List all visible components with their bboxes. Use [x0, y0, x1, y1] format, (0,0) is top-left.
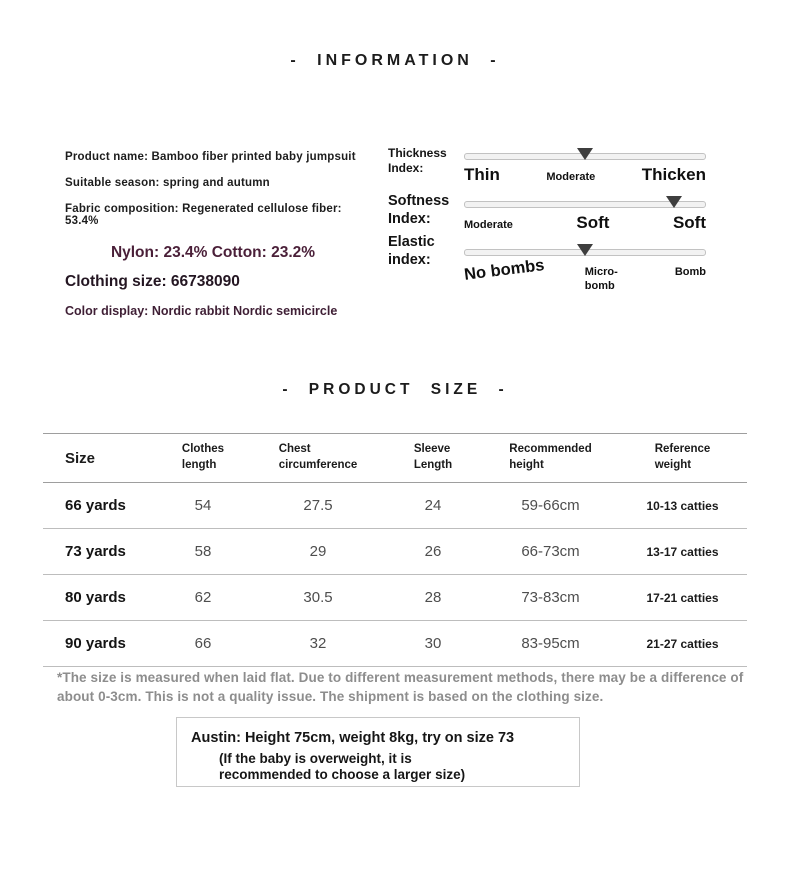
level-label: Thicken	[641, 165, 706, 184]
sleeve-length-cell: 24	[424, 497, 442, 514]
thickness-levels	[464, 165, 706, 185]
fabric-composition-line-2: Nylon: 23.4% Cotton: 23.2%	[110, 244, 316, 261]
model-fit-advice-line: (If the baby is overweight, it is	[219, 751, 412, 766]
softness-index-row	[388, 193, 706, 233]
chest-circumference-cell: 27.5	[303, 497, 333, 514]
level-label: Bomb	[674, 266, 706, 278]
thickness-slider	[464, 146, 706, 185]
level-label: Thin	[464, 165, 500, 184]
column-header-size: Size	[65, 449, 96, 467]
column-header-chest-circumference: Chest circumference	[278, 443, 358, 471]
table-row	[43, 529, 747, 575]
thickness-index-row	[388, 146, 706, 185]
size-cell: 66 yards	[65, 497, 126, 514]
softness-slider	[464, 193, 706, 233]
elastic-slider	[464, 234, 706, 294]
chest-circumference-cell: 30.5	[303, 589, 333, 606]
table-row	[43, 483, 747, 529]
elastic-levels	[463, 256, 706, 294]
level-label: Soft	[576, 213, 610, 232]
recommended-height-cell: 66-73cm	[521, 543, 580, 560]
recommended-height-cell: 59-66cm	[521, 497, 580, 514]
recommended-height-cell: 83-95cm	[521, 635, 580, 652]
clothes-length-cell: 62	[194, 589, 212, 606]
size-cell: 73 yards	[65, 543, 126, 560]
product-size-section-title: - PRODUCT SIZE -	[282, 381, 508, 398]
column-header-clothes-length: Clothes length	[181, 443, 225, 471]
reference-weight-cell: 10-13 catties	[646, 498, 719, 513]
level-label: No bombs	[463, 256, 546, 284]
thickness-index-label: Thickness Index:	[388, 146, 447, 175]
column-header-reference-weight: Reference weight	[654, 443, 711, 471]
information-section-title: - INFORMATION -	[290, 52, 500, 69]
table-row	[43, 621, 747, 667]
softness-index-label: Softness Index:	[388, 193, 450, 227]
elastic-slider-track	[464, 249, 706, 256]
sleeve-length-cell: 30	[424, 635, 442, 652]
level-label: Moderate	[464, 219, 513, 231]
size-cell: 90 yards	[65, 635, 126, 652]
column-header-recommended-height: Recommended height	[509, 443, 592, 471]
size-cell: 80 yards	[65, 589, 126, 606]
product-info-block	[65, 151, 361, 318]
size-table-header-row	[43, 434, 747, 483]
level-label: Micro-bomb	[584, 266, 618, 292]
softness-levels	[464, 213, 706, 233]
model-fit-advice-line: recommended to choose a larger size)	[219, 767, 466, 783]
size-table	[43, 433, 747, 667]
reference-weight-cell: 17-21 catties	[646, 590, 719, 605]
softness-slider-track	[464, 201, 706, 208]
reference-weight-cell: 21-27 catties	[646, 636, 719, 651]
reference-weight-cell: 13-17 catties	[646, 544, 719, 559]
chest-circumference-cell: 29	[309, 543, 327, 560]
elastic-index-label: Elastic index:	[388, 234, 435, 268]
clothes-length-cell: 54	[194, 497, 212, 514]
elastic-index-row	[388, 234, 706, 294]
level-label: Soft	[672, 213, 706, 232]
chest-circumference-cell: 32	[309, 635, 327, 652]
clothing-size-line: Clothing size: 66738090	[65, 273, 240, 290]
clothes-length-cell: 66	[194, 635, 212, 652]
triangle-down-icon	[577, 244, 593, 256]
table-row	[43, 575, 747, 621]
model-fit-note-box	[176, 717, 580, 787]
recommended-height-cell: 73-83cm	[521, 589, 580, 606]
clothes-length-cell: 58	[194, 543, 212, 560]
suitable-season-line: Suitable season: spring and autumn	[65, 177, 270, 189]
fabric-composition-line: Fabric composition: Regenerated cellulose fiber: 53.4%	[65, 203, 342, 227]
model-fit-line: Austin: Height 75cm, weight 8kg, try on size 73	[191, 730, 515, 746]
color-display-line: Color display: Nordic rabbit Nordic semicircle	[65, 304, 338, 318]
product-name-line: Product name: Bamboo fiber printed baby jumpsuit	[65, 151, 356, 163]
sleeve-length-cell: 26	[424, 543, 442, 560]
column-header-sleeve-length: Sleeve Length	[413, 443, 453, 471]
level-label: Moderate	[546, 171, 596, 183]
thickness-slider-track	[464, 153, 706, 160]
size-measurement-footnote: *The size is measured when laid flat. Due to different measurement methods, there may be a difference of about 0-3cm. This is not a quality issue. The shipment is based on the clothing size.	[57, 670, 744, 704]
sleeve-length-cell: 28	[424, 589, 442, 606]
triangle-down-icon	[666, 196, 682, 208]
triangle-down-icon	[577, 148, 593, 160]
